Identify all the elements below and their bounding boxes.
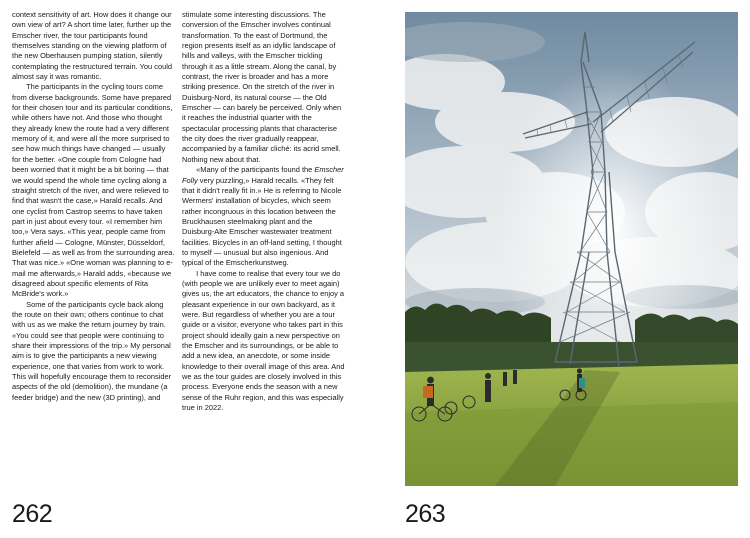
paragraph: Some of the participants cycle back along the route on their own; others continue to chat with us as we make the return journey by train. «You could see that people were continuing to share their impressions of the trip.» My personal aim is to give the participants a new viewing experience, one that varies from work to work. This will hopefully encourage them to reconsider aspects of the old (demolition), the mundane (a feeder bridge) and the new (3D printing), and xyxy=(12,299,172,402)
paragraph: I have come to realise that every tour we do (with people we are unlikely ever to meet again) gives us, the art educators, the chance to enjoy a pleasant experience in our own backyard, as it were. But regardless of whether you are a tour guide or a visitor, everyone who takes part in this project should ideally gain a new perspective on the Emscher and its surroundings, or be able to add a new idea, an anecdote, or some inside knowledge to their overall image of this area. And we as the tour guides are closely involved in this process. Everyone ends the season with a new sense of the Ruhr region, and this was especially true in 2022. xyxy=(182,268,345,413)
text-run: very puzzling,» Harald recalls. «They felt that it didn't really fit in.» He is referring to Nicole Wermers' installation of bicycles, which seem rather incongruous in this location between the Bruckhausen steelmaking plant and the Duisburg-Alte Emscher wastewater treatment facilities. Bicycles in an off-land setting, I thought to myself — unusual but also ingenious. And typical of the Emscherkunstweg. xyxy=(182,175,342,268)
page-number-left: 262 xyxy=(12,500,53,528)
left-text-column xyxy=(12,10,175,403)
dancing-pylon-sculpture-photo xyxy=(405,12,738,486)
paragraph: context sensitivity of art. How does it change our own view of art? A short time later, further up the Emscher river, the tour participants found themselves standing on the viewing platform of the new Oberhausen pumping station, silently contemplating the restructured terrain. You could almost say it was romantic. xyxy=(12,10,173,82)
middle-text-column xyxy=(182,10,345,413)
paragraph xyxy=(182,165,345,268)
paragraph: stimulate some interesting discussions. The conversion of the Emscher involves continual transformation. To the east of Dortmund, the region presents itself as an idyllic landscape of hills and valleys, with the Emscher trickling through it as a little stream. Along the canal, by contrast, the river is broader and has a more striking presence. On the stretch of the river in Duisburg-Nord, its natural course — the Old Emscher — can barely be perceived. Only when it reaches the industrial quarter with the spectacular processing plants that characterise the city does the river gradually reappear, accompanied by a familiar cliché: its acrid smell. Nothing new about that. xyxy=(182,10,342,164)
page-number-right: 263 xyxy=(405,500,446,528)
text-run: «Many of the participants found the xyxy=(196,165,315,175)
artwork-title: Emscher Folly xyxy=(182,165,344,185)
paragraph: The participants in the cycling tours come from diverse backgrounds. Some have prepared for their chosen tour and its particular conditions, while others have not. And those who thought they already knew the route had a very different memory of it, and were all the more surprised to see how much things have changed — usually for the better. «One couple from Cologne had been worried that it might be a bit boring — that we would spend the whole time cycling along a straight stretch of the river, and were relieved to find that wasn't the case,» Harald recalls. And one cyclist from Castrop seems to have taken part in just about every tour. «I remember him too,» Vera says. «This year, people came from further afield — Cologne, Münster, Düsseldorf, Bielefeld — as well as from the surrounding area. That was nice.» «One woman was planning to e-mail me afterwards,» Harald adds, «because we disagreed about specific elements of Rita McBride's work.» xyxy=(12,82,175,299)
